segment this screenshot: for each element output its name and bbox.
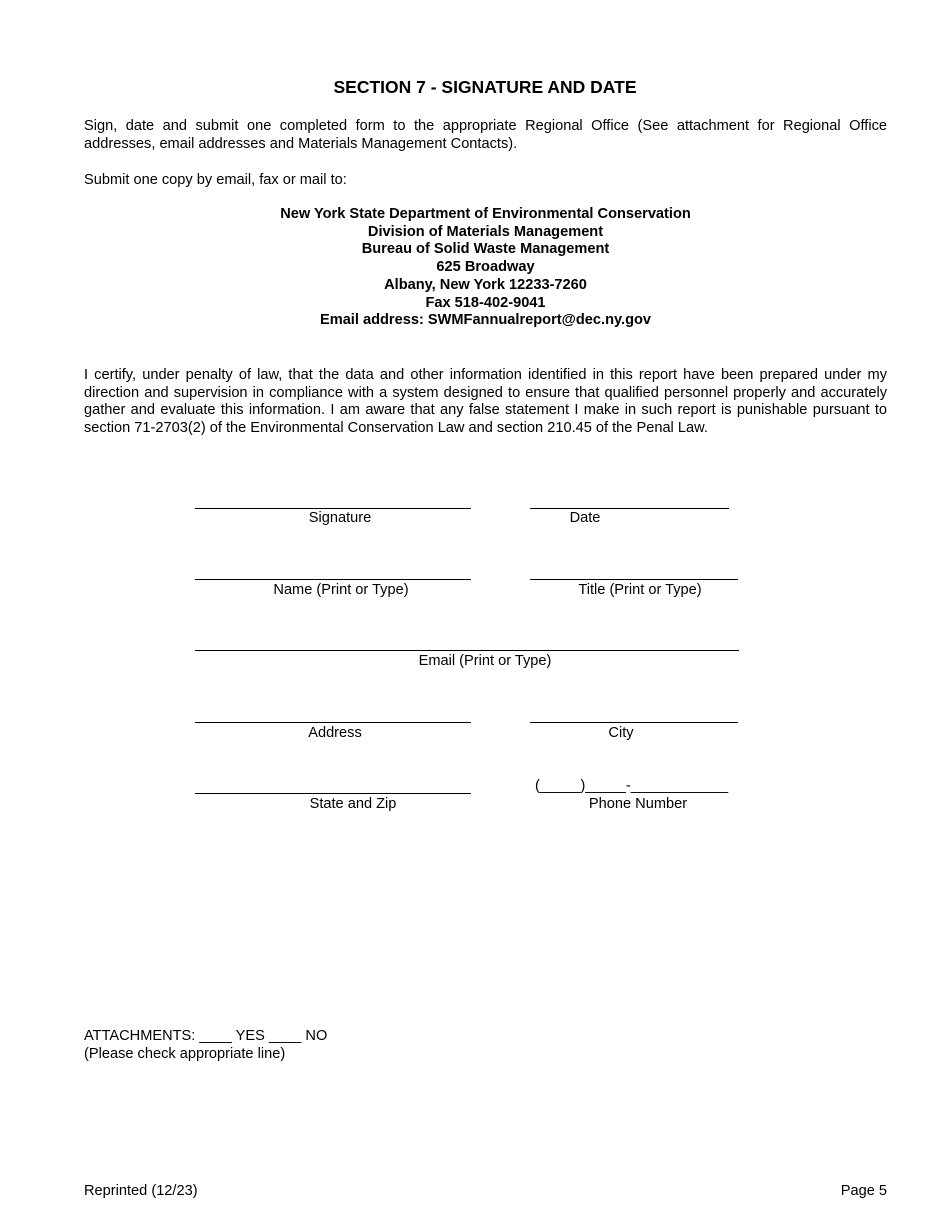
submit-text: Submit one copy by email, fax or mail to:	[84, 172, 347, 188]
address-line: Division of Materials Management	[367, 223, 604, 240]
signature-label: Signature	[308, 510, 372, 526]
mailing-address	[84, 206, 887, 330]
title-line[interactable]	[530, 579, 738, 580]
certification-text: I certify, under penalty of law, that the data and other information identified in this report have been prepared under my direction and supervision in compliance with a system designed to ensure that qualified personnel properly and accurately gather and evaluate this information. I am aware that any false statement I make in such report is punishable pursuant to section 71-2703(2) of the Environmental Conservation Law and section 210.45 of the Penal Law.	[84, 367, 887, 436]
city-line[interactable]	[530, 722, 738, 723]
footer-reprinted: Reprinted (12/23)	[84, 1183, 198, 1199]
address-line: Albany, New York 12233-7260	[384, 276, 587, 293]
attachments-note: (Please check appropriate line)	[84, 1046, 286, 1062]
intro-text: Sign, date and submit one completed form to the appropriate Regional Office (See attachment for Regional Office addresses, email addresses and Materials Management Contacts).	[84, 118, 887, 152]
address-line: New York State Department of Environmental Conservation	[280, 206, 691, 222]
email-line[interactable]	[195, 650, 739, 651]
phone-field[interactable]: (_____)_____-____________	[535, 778, 729, 794]
state-zip-label: State and Zip	[309, 796, 397, 812]
name-label: Name (Print or Type)	[273, 582, 409, 598]
address-line: Fax 518-402-9041	[425, 294, 546, 311]
state-zip-line[interactable]	[195, 793, 471, 794]
title-label: Title (Print or Type)	[578, 582, 702, 598]
email-label: Email (Print or Type)	[418, 653, 552, 669]
date-line[interactable]	[530, 508, 729, 509]
address-label: Address	[308, 725, 362, 741]
address-line-field[interactable]	[195, 722, 471, 723]
footer-page-number: Page 5	[840, 1183, 887, 1199]
date-label: Date	[569, 510, 601, 526]
address-line: Bureau of Solid Waste Management	[361, 241, 610, 258]
name-line[interactable]	[195, 579, 471, 580]
section-title: SECTION 7 - SIGNATURE AND DATE	[333, 77, 637, 97]
address-line: Email address: SWMFannualreport@dec.ny.gov	[319, 312, 652, 329]
signature-line[interactable]	[195, 508, 471, 509]
city-label: City	[608, 725, 634, 741]
phone-label: Phone Number	[588, 796, 688, 812]
address-line: 625 Broadway	[436, 259, 535, 276]
attachments-question[interactable]: ATTACHMENTS: ____ YES ____ NO	[84, 1028, 328, 1044]
